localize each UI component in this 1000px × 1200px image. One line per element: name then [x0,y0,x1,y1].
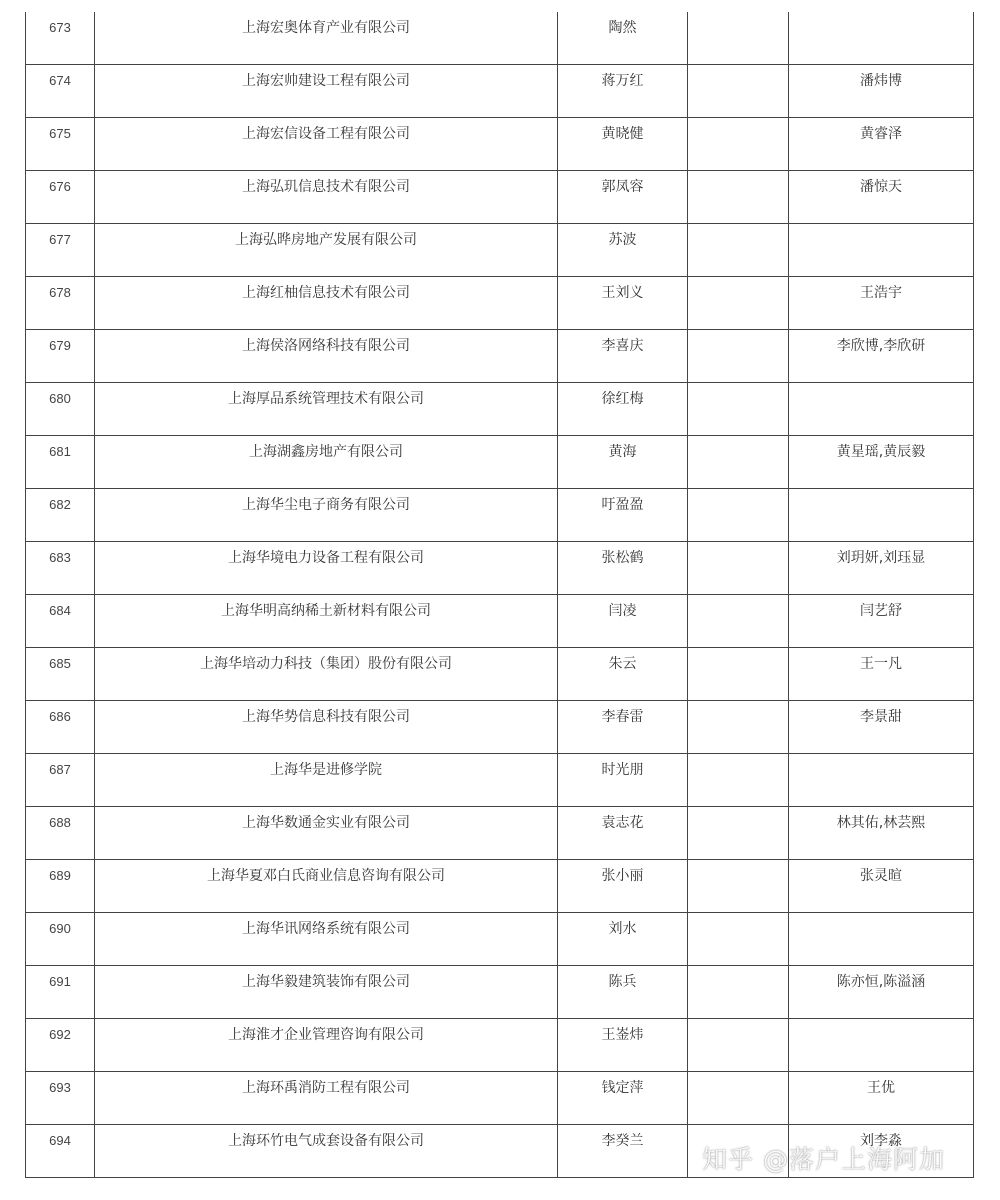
person-name-cell [558,12,688,65]
company-name-cell-text: 上海宏帅建设工程有限公司 [242,73,410,88]
person-name-cell [558,1125,688,1178]
empty-cell [688,595,789,648]
children-names-cell [789,860,974,913]
person-name-cell [558,171,688,224]
empty-cell-text [688,648,788,657]
person-name-cell [558,754,688,807]
table-row [26,542,974,595]
company-name-cell-text: 上海环竹电气成套设备有限公司 [228,1133,424,1148]
person-name-cell-text: 张小丽 [601,868,644,883]
company-name-cell [95,383,558,436]
empty-cell-text [688,1125,788,1134]
person-name-cell [558,966,688,1019]
empty-cell [688,12,789,65]
children-names-cell [789,383,974,436]
children-names-cell-text [789,754,973,763]
children-names-cell [789,701,974,754]
person-name-cell-text: 吁盈盈 [601,497,644,512]
company-name-cell [95,542,558,595]
company-name-cell [95,754,558,807]
empty-cell [688,648,789,701]
children-names-cell-text [789,383,973,392]
row-number-cell [26,754,95,807]
empty-cell-text [688,171,788,180]
empty-cell [688,1019,789,1072]
children-names-cell-text [789,1019,973,1028]
company-name-cell-text: 上海弘玑信息技术有限公司 [242,179,410,194]
person-name-cell [558,595,688,648]
empty-cell-text [688,754,788,763]
company-name-cell-text: 上海华讯网络系统有限公司 [242,921,410,936]
person-name-cell [558,224,688,277]
company-name-cell [95,807,558,860]
row-number-cell [26,277,95,330]
company-name-cell-text: 上海湖鑫房地产有限公司 [249,444,403,459]
person-name-cell-text: 蒋万红 [601,73,644,88]
empty-cell [688,65,789,118]
children-names-cell [789,1019,974,1072]
person-name-cell-text: 苏波 [608,232,637,247]
row-number-cell-text: 687 [49,762,71,777]
row-number-cell-text: 684 [49,603,71,618]
row-number-cell-text: 677 [49,232,71,247]
empty-cell [688,966,789,1019]
table-row [26,118,974,171]
empty-cell [688,1072,789,1125]
empty-cell [688,913,789,966]
row-number-cell-text: 686 [49,709,71,724]
table-row [26,383,974,436]
table-row [26,489,974,542]
company-name-cell-text: 上海宏奥体育产业有限公司 [242,20,410,35]
children-names-cell [789,489,974,542]
table-row [26,913,974,966]
children-names-cell [789,12,974,65]
row-number-cell-text: 673 [49,20,71,35]
row-number-cell-text: 685 [49,656,71,671]
empty-cell [688,754,789,807]
table-row [26,807,974,860]
children-names-cell-text: 陈亦恒,陈溢涵 [836,974,926,989]
company-name-cell [95,648,558,701]
empty-cell [688,542,789,595]
row-number-cell-text: 681 [49,444,71,459]
company-name-cell [95,65,558,118]
person-name-cell [558,1019,688,1072]
empty-cell [688,277,789,330]
children-names-cell [789,754,974,807]
row-number-cell [26,383,95,436]
company-name-cell-text: 上海华夏邓白氏商业信息咨询有限公司 [207,868,445,883]
empty-cell-text [688,118,788,127]
person-name-cell-text: 徐红梅 [601,391,644,406]
children-names-cell [789,330,974,383]
row-number-cell [26,1125,95,1178]
children-names-cell-text: 潘炜博 [860,73,902,88]
children-names-cell-text: 刘李淼 [860,1133,902,1148]
empty-cell [688,807,789,860]
children-names-cell [789,1072,974,1125]
children-names-cell [789,65,974,118]
children-names-cell-text: 闫艺舒 [860,603,902,618]
children-names-cell-text: 王浩宇 [860,285,902,300]
table-row [26,224,974,277]
company-name-cell-text: 上海红柚信息技术有限公司 [242,285,410,300]
person-name-cell-text: 王崟炜 [601,1027,644,1042]
row-number-cell [26,436,95,489]
enrollment-table [25,12,974,1178]
table-row [26,595,974,648]
row-number-cell-text: 689 [49,868,71,883]
children-names-cell-text: 李欣博,李欣研 [836,338,926,353]
person-name-cell [558,436,688,489]
table-body [26,12,974,1178]
company-name-cell-text: 上海淮才企业管理咨询有限公司 [228,1027,424,1042]
person-name-cell-text: 时光朋 [601,762,644,777]
company-name-cell [95,1072,558,1125]
children-names-cell-text [789,489,973,498]
row-number-cell-text: 679 [49,338,71,353]
empty-cell-text [688,12,788,21]
row-number-cell-text: 675 [49,126,71,141]
children-names-cell-text: 王一凡 [860,656,902,671]
children-names-cell [789,224,974,277]
empty-cell-text [688,277,788,286]
row-number-cell [26,118,95,171]
children-names-cell [789,913,974,966]
empty-cell [688,436,789,489]
empty-cell-text [688,224,788,233]
children-names-cell-text: 李景甜 [860,709,902,724]
company-name-cell-text: 上海宏信设备工程有限公司 [242,126,410,141]
company-name-cell [95,1125,558,1178]
row-number-cell [26,224,95,277]
person-name-cell-text: 黄海 [608,444,637,459]
children-names-cell [789,171,974,224]
company-name-cell [95,701,558,754]
company-name-cell [95,330,558,383]
children-names-cell-text [789,913,973,922]
row-number-cell [26,12,95,65]
table-row [26,330,974,383]
row-number-cell [26,1019,95,1072]
person-name-cell [558,489,688,542]
person-name-cell [558,648,688,701]
person-name-cell-text: 闫凌 [608,603,637,618]
person-name-cell [558,65,688,118]
person-name-cell [558,277,688,330]
table-row [26,860,974,913]
row-number-cell [26,542,95,595]
table-row [26,1072,974,1125]
empty-cell-text [688,966,788,975]
empty-cell-text [688,65,788,74]
children-names-cell-text: 林其佑,林芸熙 [836,815,926,830]
row-number-cell [26,171,95,224]
person-name-cell-text: 王刘义 [601,285,644,300]
children-names-cell [789,807,974,860]
company-name-cell [95,224,558,277]
children-names-cell-text [789,224,973,233]
empty-cell-text [688,807,788,816]
company-name-cell [95,12,558,65]
row-number-cell [26,701,95,754]
empty-cell [688,383,789,436]
row-number-cell-text: 692 [49,1027,71,1042]
person-name-cell-text: 朱云 [608,656,637,671]
company-name-cell-text: 上海厚品系统管理技术有限公司 [228,391,424,406]
empty-cell [688,330,789,383]
person-name-cell-text: 张松鹤 [601,550,644,565]
company-name-cell [95,966,558,1019]
row-number-cell-text: 688 [49,815,71,830]
person-name-cell-text: 陶然 [608,20,637,35]
empty-cell-text [688,1072,788,1081]
company-name-cell-text: 上海华明高纳稀土新材料有限公司 [221,603,431,618]
row-number-cell-text: 690 [49,921,71,936]
children-names-cell [789,277,974,330]
children-names-cell-text: 王优 [867,1080,895,1095]
empty-cell-text [688,330,788,339]
row-number-cell-text: 682 [49,497,71,512]
person-name-cell-text: 陈兵 [608,974,637,989]
empty-cell [688,860,789,913]
row-number-cell [26,330,95,383]
row-number-cell-text: 680 [49,391,71,406]
row-number-cell [26,65,95,118]
row-number-cell-text: 674 [49,73,71,88]
company-name-cell-text: 上海华境电力设备工程有限公司 [228,550,424,565]
empty-cell-text [688,860,788,869]
row-number-cell-text: 691 [49,974,71,989]
table-row [26,966,974,1019]
person-name-cell [558,1072,688,1125]
table-row [26,171,974,224]
person-name-cell-text: 袁志花 [601,815,644,830]
row-number-cell-text: 683 [49,550,71,565]
children-names-cell [789,118,974,171]
empty-cell-text [688,489,788,498]
table-row [26,701,974,754]
empty-cell-text [688,542,788,551]
row-number-cell [26,489,95,542]
empty-cell [688,489,789,542]
zhihu-watermark: 知乎 @落户上海阿加 [702,1145,945,1174]
person-name-cell-text: 黄晓健 [601,126,644,141]
row-number-cell-text: 693 [49,1080,71,1095]
company-name-cell-text: 上海侯洛网络科技有限公司 [242,338,410,353]
person-name-cell-text: 钱定萍 [601,1080,644,1095]
children-names-cell [789,542,974,595]
company-name-cell-text: 上海华势信息科技有限公司 [242,709,410,724]
company-name-cell-text: 上海华数通金实业有限公司 [242,815,410,830]
children-names-cell [789,436,974,489]
company-name-cell-text: 上海弘晔房地产发展有限公司 [235,232,417,247]
company-name-cell [95,277,558,330]
row-number-cell [26,807,95,860]
company-name-cell [95,171,558,224]
company-name-cell [95,436,558,489]
row-number-cell [26,1072,95,1125]
person-name-cell [558,542,688,595]
empty-cell [688,224,789,277]
person-name-cell-text: 李春雷 [601,709,644,724]
empty-cell-text [688,436,788,445]
children-names-cell-text [789,12,973,21]
person-name-cell [558,860,688,913]
row-number-cell-text: 694 [49,1133,71,1148]
person-name-cell-text: 郭凤容 [601,179,644,194]
row-number-cell [26,648,95,701]
children-names-cell [789,648,974,701]
person-name-cell-text: 李喜庆 [601,338,644,353]
empty-cell [688,118,789,171]
children-names-cell-text: 黄睿泽 [860,126,902,141]
empty-cell [688,171,789,224]
company-name-cell-text: 上海华毅建筑装饰有限公司 [242,974,410,989]
children-names-cell [789,595,974,648]
company-name-cell [95,595,558,648]
table-row [26,648,974,701]
empty-cell-text [688,595,788,604]
row-number-cell [26,860,95,913]
company-name-cell [95,118,558,171]
row-number-cell [26,595,95,648]
children-names-cell-text: 刘玥妍,刘珏显 [836,550,926,565]
table-row [26,12,974,65]
company-name-cell-text: 上海华是进修学院 [270,762,382,777]
row-number-cell [26,913,95,966]
row-number-cell-text: 676 [49,179,71,194]
person-name-cell [558,330,688,383]
person-name-cell-text: 刘水 [608,921,637,936]
person-name-cell-text: 李癸兰 [601,1133,644,1148]
person-name-cell [558,913,688,966]
company-name-cell [95,489,558,542]
empty-cell-text [688,383,788,392]
empty-cell-text [688,1019,788,1028]
company-name-cell-text: 上海环禹消防工程有限公司 [242,1080,410,1095]
table-row [26,277,974,330]
empty-cell-text [688,701,788,710]
person-name-cell [558,807,688,860]
row-number-cell [26,966,95,1019]
table-row [26,436,974,489]
table-row [26,1019,974,1072]
empty-cell-text [688,913,788,922]
children-names-cell [789,966,974,1019]
row-number-cell-text: 678 [49,285,71,300]
person-name-cell [558,118,688,171]
company-name-cell [95,860,558,913]
person-name-cell [558,383,688,436]
table-row [26,65,974,118]
children-names-cell-text: 黄星瑶,黄辰毅 [836,444,926,459]
table-row [26,754,974,807]
empty-cell [688,701,789,754]
company-name-cell-text: 上海华培动力科技（集团）股份有限公司 [200,656,452,671]
company-name-cell [95,1019,558,1072]
company-name-cell [95,913,558,966]
company-name-cell-text: 上海华尘电子商务有限公司 [242,497,410,512]
children-names-cell-text: 潘惊天 [860,179,902,194]
person-name-cell [558,701,688,754]
children-names-cell-text: 张灵暄 [860,868,902,883]
